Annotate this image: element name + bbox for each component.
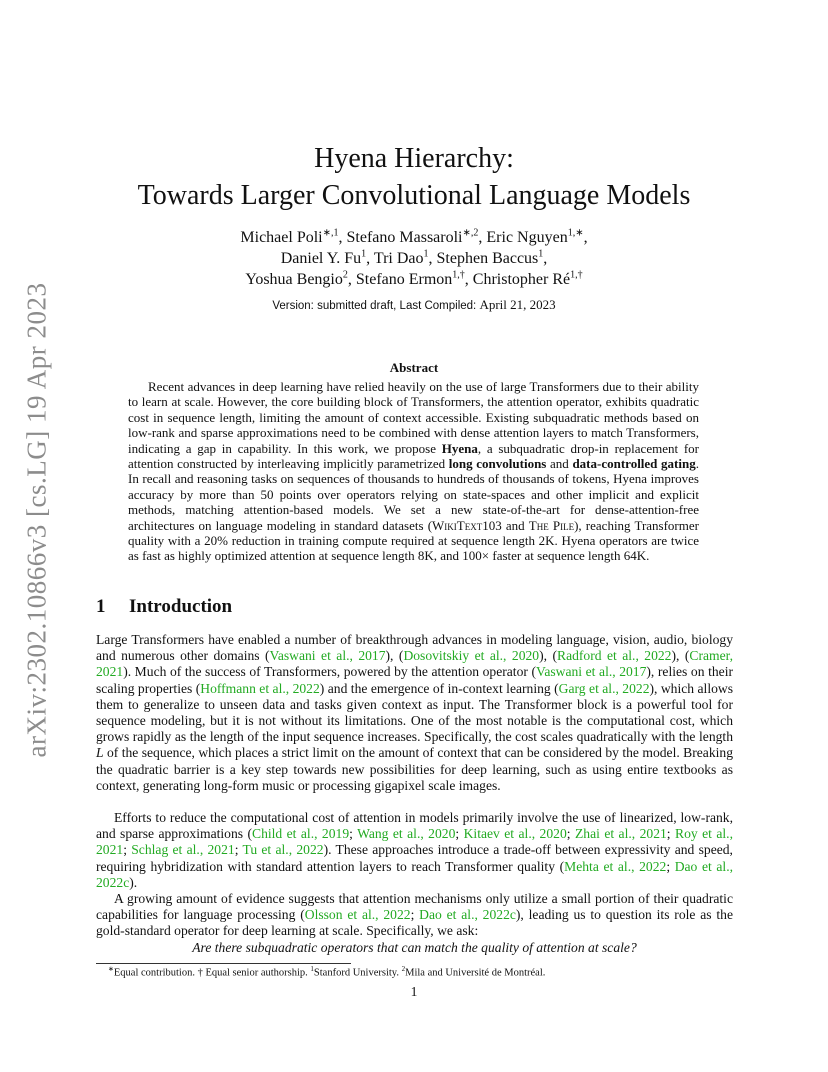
text-segment: ). These approaches introduce a trade-off between expressivity and speed, requiring hybridization with standard attention layers to reach Transformer quality (: [96, 842, 733, 874]
author-affiliation: ∗,1: [322, 227, 339, 239]
author-affiliation: 1: [538, 248, 544, 260]
citation-link[interactable]: Child et al., 2019: [252, 826, 350, 842]
page-number: 1: [410, 984, 418, 999]
abstract-segment: 103 and: [482, 517, 529, 533]
author-name: Stefano Ermon: [355, 271, 453, 288]
author-list: [95, 227, 733, 290]
footnote-rule: [96, 963, 351, 964]
citation-link[interactable]: Roy et al., 2021: [96, 826, 733, 858]
author-affiliation: 2: [342, 269, 348, 281]
author-affiliation: 1,†: [452, 269, 465, 281]
separator: ;: [455, 826, 464, 842]
citation-link[interactable]: Mehta et al., 2022: [564, 858, 667, 874]
text-segment: Efforts to reduce the computational cost of attention in models primarily involve the use of linearized, low-rank, and sparse approximations (: [96, 810, 733, 842]
arxiv-identifier: arXiv:2302.10866v3 [cs.LG] 19 Apr 2023: [21, 282, 52, 758]
author-line-2: Daniel Y. Fu$^1$, Tri Dao$^1$, Stephen Baccus$^1$,: [280, 248, 548, 267]
author-affiliation: 1,∗: [567, 227, 584, 239]
author-line-3: Yoshua Bengio$^2$, Stefano Ermon$^{1,\dagger}$, Christopher $Ré^{1,\dagger}$: [245, 269, 583, 288]
separator: ;: [349, 826, 358, 842]
intro-paragraph-1: [96, 632, 733, 794]
title-line-2: Towards Larger Convolutional Language Models: [137, 180, 691, 211]
separator: ;: [234, 842, 243, 858]
author-name: Michael Poli: [240, 229, 323, 246]
separator: ;: [666, 858, 675, 874]
separator: ;: [410, 907, 420, 923]
citation-link[interactable]: Tu et al., 2022: [242, 842, 324, 858]
arxiv-sidebar-stamp: [14, 282, 60, 758]
author-name: Stefano Massaroli: [346, 229, 463, 246]
section-number: 1: [96, 596, 106, 617]
footnote: [96, 965, 733, 979]
citation-link[interactable]: Olsson et al., 2022: [304, 907, 411, 923]
citation-link[interactable]: Wang et al., 2020: [357, 826, 456, 842]
citation-link[interactable]: Radford et al., 2022: [557, 648, 672, 664]
abstract-bold: long convolutions: [448, 456, 547, 472]
section-title: Introduction: [129, 596, 233, 617]
math-variable: L: [96, 745, 104, 761]
author-name: Yoshua Bengio: [245, 271, 343, 288]
citation-link[interactable]: Dao et al., 2022c: [419, 907, 516, 923]
citation-link[interactable]: Garg et al., 2022: [558, 680, 650, 696]
abstract-segment: , a subquadratic drop-in replacement for attention constructed by interleaving implicitly parametrized: [128, 440, 699, 472]
text-segment: ), leading us to question its role as the gold-standard operator for deep learning at scale. Specifically, we ask:: [96, 907, 733, 939]
text-segment: ), (: [539, 648, 557, 664]
citation-link[interactable]: Zhai et al., 2021: [574, 826, 667, 842]
section-heading: [96, 596, 232, 618]
author-line-1: Michael Poli$^{∗,1}$, Stefano Massaroli$^{∗,2}$, Eric Nguyen$^{1,∗}$,: [240, 227, 588, 246]
abstract-heading: Abstract: [389, 360, 439, 375]
author-name: Daniel Y. Fu: [280, 250, 362, 267]
separator: ;: [123, 842, 132, 858]
text-segment: ), which allows them to generalize to unseen data and tasks given context as input. The Transformer block is a powerful tool for sequence modeling, but it is not without its limitations. One of the most notable is the computational cost, which grows rapidly as the length of the input sequence increases. Specifically, the cost scales quadratically with the length: [96, 680, 733, 745]
citation-link[interactable]: Dosovitskiy et al., 2020: [403, 648, 540, 664]
text-segment: ), relies on their scaling properties (: [96, 664, 733, 696]
dataset-name: The Pile: [528, 517, 575, 533]
compiled-date: April 21, 2023: [479, 297, 556, 312]
compiled-label: Last Compiled:: [399, 300, 477, 312]
intro-paragraph-3: [96, 891, 733, 940]
citation-link[interactable]: Hoffmann et al., 2022: [200, 680, 320, 696]
author-affiliation: 1: [361, 248, 367, 260]
dataset-name: WikiText: [432, 517, 483, 533]
footnote-mark: 2: [401, 965, 406, 973]
abstract-bold: data-controlled gating: [572, 456, 696, 472]
abstract-segment: . In recall and reasoning tasks on sequences of thousands to hundreds of thousands of tokens, Hyena improves accuracy by more than 50 points over operators relying on state-spaces and other implicit and explicit methods, matching attention-based models. We set a new state-of-the-art for dense-attention-free architectures on language modeling in standard datasets (: [128, 456, 699, 533]
research-question: Are there subquadratic operators that can match the quality of attention at scale?: [192, 940, 637, 955]
version-line: [95, 297, 733, 313]
intro-paragraph-2: [96, 810, 733, 891]
separator: ;: [666, 826, 676, 842]
citation-link[interactable]: Vaswani et al., 2017: [536, 664, 647, 680]
footnote-mark: 1: [310, 965, 314, 973]
separator: ;: [566, 826, 575, 842]
citation-link[interactable]: Schlag et al., 2021: [131, 842, 235, 858]
footnote-text: Mila and Université de Montréal.: [405, 967, 546, 979]
citation-link[interactable]: Kitaev et al., 2020: [463, 826, 567, 842]
text-segment: A growing amount of evidence suggests that attention mechanisms only utilize a small portion of their quadratic capabilities for language processing (: [96, 891, 733, 923]
version-value: submitted draft,: [317, 300, 397, 312]
text-segment: ), (: [671, 648, 690, 664]
abstract-segment: ), reaching Transformer quality with a 20% reduction in training compute required at sequence length 2K. Hyena operators are twice as fast as highly optimized attention at sequence length 8K, and 100× faster at sequence length 64K.: [128, 517, 699, 564]
author-name: Tri Dao: [373, 250, 424, 267]
abstract-segment: Recent advances in deep learning have relied heavily on the use of large Transformers due to their ability to learn at scale. However, the core building block of Transformers, the attention operator, exhibits quadratic cost in sequence length, limiting the amount of context accessible. Existing subquadratic methods based on low-rank and sparse approximations need to be combined with dense attention layers to match Transformers, indicating a gap in capability. In this work, we propose: [128, 379, 699, 456]
footnote-text: Stanford University.: [313, 967, 402, 979]
author-name: Christopher Ré: [472, 271, 571, 288]
abstract-bold: Hyena: [441, 440, 478, 456]
text-segment: of the sequence, which places a strict limit on the amount of context that can be considered by the model. Breaking the quadratic barrier is a key step towards new possibilities for deep learning, such as using entire textbooks as context, generating long-form music or processing gigapixel scale images.: [96, 745, 733, 793]
author-name: Stephen Baccus: [436, 250, 539, 267]
text-segment: ), (: [385, 648, 404, 664]
citation-link[interactable]: Vaswani et al., 2017: [269, 648, 386, 664]
footnote-mark: ∗: [108, 965, 114, 973]
author-affiliation: ∗,2: [462, 227, 479, 239]
author-name: Eric Nguyen: [486, 229, 568, 246]
citation-link[interactable]: Dao et al., 2022c: [96, 858, 733, 890]
citation-link[interactable]: Cramer, 2021: [96, 648, 734, 680]
text-segment: Large Transformers have enabled a number of breakthrough advances in modeling language, vision, audio, biology and numerous other domains (: [96, 632, 733, 664]
text-segment: ).: [129, 874, 138, 890]
footnote-text: Equal contribution. † Equal senior authorship.: [113, 967, 311, 979]
version-label: Version:: [272, 300, 314, 312]
author-affiliation: 1: [423, 248, 429, 260]
title-line-1: Hyena Hierarchy:: [314, 143, 514, 174]
text-segment: ). Much of the success of Transformers, powered by the attention operator (: [123, 664, 537, 680]
paper-title: [95, 140, 733, 214]
abstract-text: [128, 379, 699, 564]
abstract-segment: and: [546, 456, 573, 472]
author-affiliation: 1,†: [570, 269, 583, 281]
text-segment: ) and the emergence of in-context learning (: [319, 680, 559, 696]
